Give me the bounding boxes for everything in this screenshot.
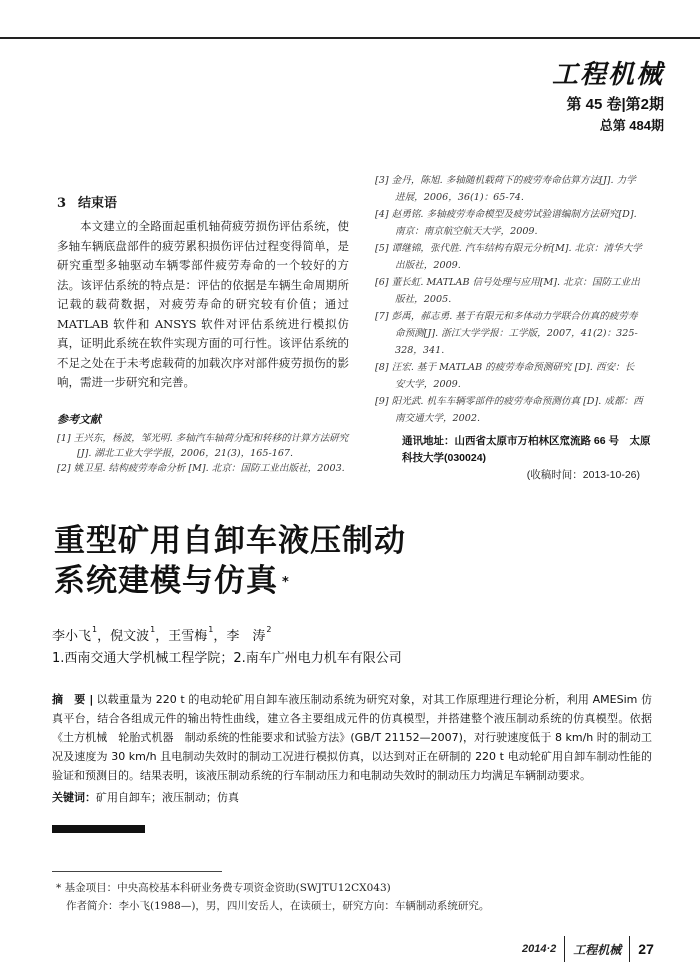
reference-item: [4] 赵勇铭. 多轴疲劳寿命模型及疲劳试验谱编制方法研究[D]. 南京：南京航空航天大学，2009. [375,209,637,237]
author: 李小飞$^1$ [52,625,98,644]
journal-name: 工程机械 [551,59,664,89]
footnote-rule [52,871,222,872]
author: 王雪梅$^1$ [168,625,214,644]
header-rule [0,37,700,39]
footnotes [56,879,656,915]
reference-item: [7] 彭禹，郝志勇. 基于有限元和多体动力学联合仿真的疲劳寿命预测[J]. 浙江大学学报：工学版，2007，41(2)：325-328，341. [375,311,638,356]
page-number: 27 [638,941,654,957]
affiliations: 1.西南交通大学机械工程学院；2.南车广州电力机车有限公司 [52,651,402,666]
reference-item: [8] 汪宏. 基于 MATLAB 的疲劳寿命预测研究 [D]. 西安：长安大学，2009. [375,362,635,390]
divider-bar [52,825,145,833]
author: 倪文波$^1$ [110,625,156,644]
keywords-label: 关键词： [52,791,96,804]
footer-separator [564,936,565,962]
funding-note: * 基金项目：中央高校基本科研业务费专项资金资助(SWJTU12CX043) [56,879,656,897]
reference-item: [3] 金丹，陈旭. 多轴随机载荷下的疲劳寿命估算方法[J]. 力学进展，2006，36(1)：65-74. [375,175,636,203]
received-date: (收稿时间：2013-10-26) [526,469,640,481]
keywords [52,789,239,805]
references-heading: 参考文献 [57,412,101,426]
abstract-label: 摘 要 | [52,693,94,706]
title-footnote-mark: * [282,575,290,590]
page-footer [522,936,654,962]
footer-date: 2014·2 [522,943,557,955]
journal-masthead [552,54,664,134]
journal-volume: 第 45 卷|第2期 [566,96,664,113]
left-column [57,192,349,476]
reference-item: [5] 谭继锦，张代胜. 汽车结构有限元分析[M]. 北京：清华大学出版社，2009. [375,243,642,271]
author-list: 李小飞$^1$，倪文波$^1$，王雪梅$^1$，李 涛$^2$ [52,625,272,644]
abstract-text: 以载重量为 220 t 的电动轮矿用自卸车液压制动系统为研究对象，对其工作原理进行理论分析，利用 AMESim 仿真平台，结合各组成元件的输出特性曲线，建立各主要组成元件的仿真模型，并搭建整个液压制动系统的仿真模型。依据《土方机械 轮胎式机器 制动系统的性能要求和试验方法》(GB/T 21152—2007)，对行驶速度低于 8 km/h 时的制动工况及速度为 30 km/h 且电制动失效时的制动工况进行模拟仿真，以达到对正在研制的 220 t 电动轮矿用自卸车制动性能的验证和预测目的。结果表明，该液压制动系统的行车制动压力和电制动失效时的制动压力均满足车辆制动要求。 [52,693,652,782]
keywords-text: 矿用自卸车；液压制动；仿真 [96,791,239,804]
abstract [52,690,652,785]
article-title [54,521,406,601]
section-number: 3 [57,196,67,211]
title-line-2: 系统建模与仿真 [54,563,278,599]
contact-address: 通讯地址：山西省太原市万柏林区窊流路 66 号 太原科技大学(030024) [402,435,651,464]
author-bio: 作者简介：李小飞(1988—)，男，四川安岳人，在读硕士，研究方向：车辆制动系统研究。 [66,900,490,912]
footer-journal-name: 工程机械 [573,942,622,957]
section-heading [57,192,349,211]
reference-item: [2] 姚卫星. 结构疲劳寿命分析 [M]. 北京：国防工业出版社，2003. [57,462,345,474]
reference-item: [1] 王兴东，杨波，邹光明. 多轴汽车轴荷分配和转移的计算方法研究[J]. 湖北工业大学学报，2006，21(3)，165-167. [57,432,349,459]
reference-item: [9] 阳光武. 机车车辆零部件的疲劳寿命预测仿真 [D]. 成都：西南交通大学，2002. [375,396,643,424]
conclusion-paragraph: 本文建立的全路面起重机轴荷疲劳损伤评估系统，使多轴车辆底盘部件的疲劳累积损伤评估过程变得简单，是研究重型多轴驱动车辆零部件疲劳寿命的一个较好的方法。该评估系统的特点是：评估的依据是车辆生命周期所记载的载荷数据，对疲劳寿命的研究较有价值；通过 MATLAB 软件和 ANSYS 软件对评估系统进行模拟仿真，证明此系统在软件实现方面的可行性。该评估系统的不足之处在于未考虑载荷的加载次序对部件疲劳损伤的影响，需进一步研究和完善。 [57,219,349,389]
title-line-1: 重型矿用自卸车液压制动 [54,523,406,559]
footer-separator [629,936,630,962]
right-column [375,172,643,427]
journal-total-issue: 总第 484期 [599,118,664,133]
reference-item: [6] 董长虹. MATLAB 信号处理与应用[M]. 北京：国防工业出版社，2005. [375,277,640,305]
section-title: 结束语 [78,196,118,211]
author: 李 涛$^2$ [226,625,272,644]
